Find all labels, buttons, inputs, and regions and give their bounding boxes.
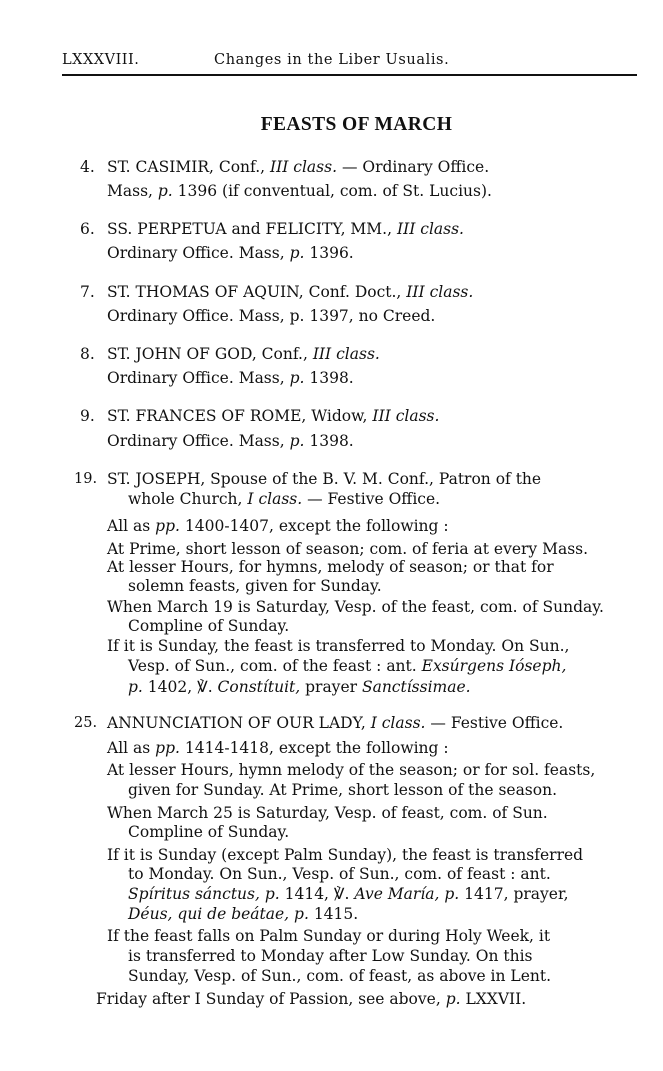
rubric-line: If the feast falls on Palm Sunday or during Holy Week, it	[107, 927, 551, 945]
feast-day-number: 4.	[80, 158, 95, 176]
header-rule	[62, 74, 637, 76]
rubric-line: When March 19 is Saturday, Vesp. of the feast, com. of Sunday.	[107, 598, 604, 616]
rubric-line: Ordinary Office. Mass, p. 1398.	[107, 369, 354, 387]
rubric-line: to Monday. On Sun., Vesp. of Sun., com. of feast : ant.	[128, 865, 551, 883]
rubric-line: When March 25 is Saturday, Vesp. of feast, com. of Sun.	[107, 804, 548, 822]
feast-day-number: 7.	[80, 283, 95, 301]
rubric-line: If it is Sunday (except Palm Sunday), the feast is transferred	[107, 846, 584, 864]
feast-title-line: ANNUNCIATION OF OUR LADY, I class. — Festive Office.	[107, 714, 564, 732]
footer-note: Friday after I Sunday of Passion, see above, p. LXXVII.	[96, 990, 527, 1008]
feast-day-number: 6.	[80, 220, 95, 238]
feast-day-number: 9.	[80, 407, 95, 425]
feast-title-line: ST. JOSEPH, Spouse of the B. V. M. Conf., Patron of the	[107, 470, 542, 488]
rubric-line: Déus, qui de beátae, p. 1415.	[128, 905, 359, 923]
feast-title-line: ST. JOHN OF GOD, Conf., III class.	[107, 345, 380, 363]
rubric-line: Sunday, Vesp. of Sun., com. of feast, as above in Lent.	[128, 967, 552, 985]
section-heading: FEASTS OF MARCH	[260, 114, 453, 135]
rubric-line: Spíritus sánctus, p. 1414, ℣. Ave María, p. 1417, prayer,	[128, 885, 569, 903]
rubric-line: p. 1402, ℣. Constítuit, prayer Sanctíssimae.	[128, 678, 471, 696]
page-number: LXXXVIII.	[62, 52, 140, 68]
rubric-line: At lesser Hours, hymn melody of the season; or for sol. feasts,	[107, 761, 596, 779]
feast-title-line: ST. CASIMIR, Conf., III class. — Ordinary Office.	[107, 158, 490, 176]
rubric-line: Mass, p. 1396 (if conventual, com. of St. Lucius).	[107, 182, 492, 200]
running-title: Changes in the Liber Usualis.	[214, 52, 450, 68]
feast-title-line: ST. THOMAS OF AQUIN, Conf. Doct., III class.	[107, 283, 474, 301]
rubric-line: Vesp. of Sun., com. of the feast : ant. Exsúrgens Ióseph,	[128, 657, 567, 675]
rubric-line: Compline of Sunday.	[128, 823, 290, 841]
rubric-line: given for Sunday. At Prime, short lesson of the season.	[128, 781, 558, 799]
rubric-line: All as pp. 1414-1418, except the following :	[107, 739, 449, 757]
feast-title-line: SS. PERPETUA and FELICITY, MM., III class.	[107, 220, 464, 238]
feast-title-line: ST. FRANCES OF ROME, Widow, III class.	[107, 407, 440, 425]
rubric-line: Ordinary Office. Mass, p. 1396.	[107, 244, 354, 262]
feast-day-number: 19.	[74, 471, 98, 487]
rubric-line: whole Church, I class. — Festive Office.	[128, 490, 441, 508]
rubric-line: At Prime, short lesson of season; com. of feria at every Mass.	[107, 540, 589, 558]
rubric-line: At lesser Hours, for hymns, melody of season; or that for	[107, 558, 554, 576]
rubric-line: Ordinary Office. Mass, p. 1398.	[107, 432, 354, 450]
rubric-line: All as pp. 1400-1407, except the following :	[107, 517, 449, 535]
rubric-line: Ordinary Office. Mass, p. 1397, no Creed.	[107, 307, 436, 325]
feast-day-number: 8.	[80, 345, 95, 363]
rubric-line: Compline of Sunday.	[128, 617, 290, 635]
rubric-line: If it is Sunday, the feast is transferred to Monday. On Sun.,	[107, 637, 570, 655]
feast-day-number: 25.	[74, 715, 98, 731]
rubric-line: solemn feasts, given for Sunday.	[128, 577, 382, 595]
rubric-line: is transferred to Monday after Low Sunday. On this	[128, 947, 533, 965]
